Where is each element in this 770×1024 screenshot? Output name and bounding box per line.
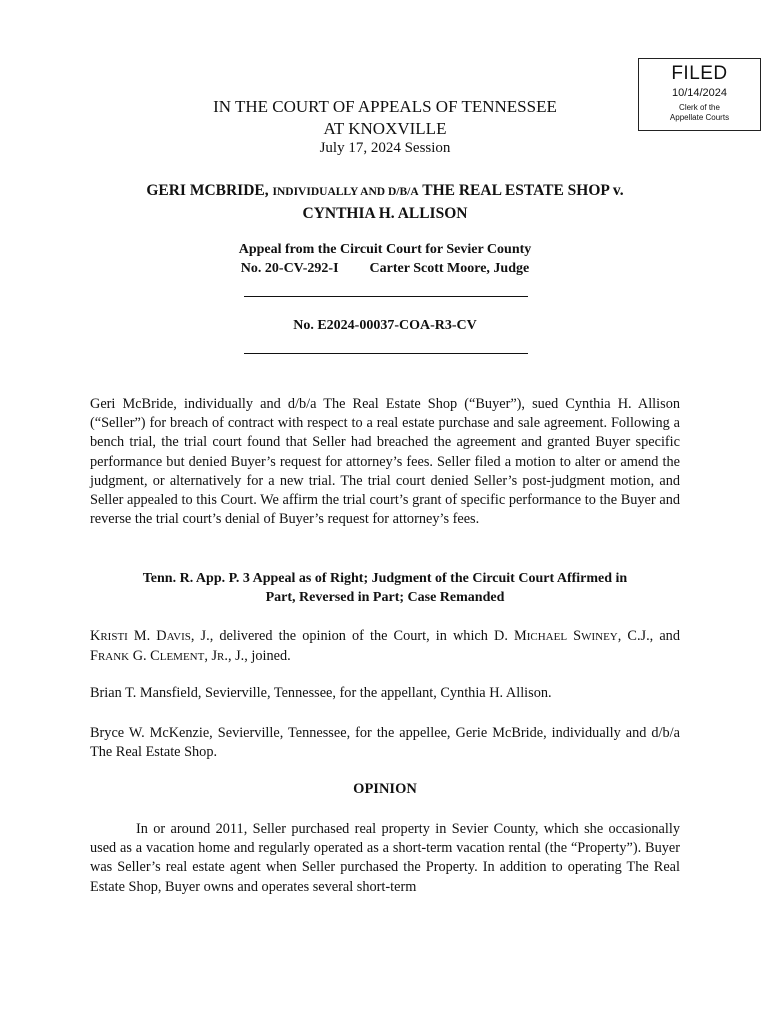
author-text: K <box>90 628 101 644</box>
plaintiff-name: GERI MCBRIDE, <box>146 182 269 199</box>
appeal-info <box>90 240 680 278</box>
counsel-appellee: Bryce W. McKenzie, Sevierville, Tennessee, for the appellee, Gerie McBride, individually and d/b/a The Real Estate Shop. <box>90 725 680 761</box>
author-text: M. D <box>127 628 167 644</box>
author-text: S <box>567 628 582 644</box>
court-location: AT KNOXVILLE <box>323 119 447 138</box>
plaintiff-capacity: INDIVIDUALLY AND D/B/A <box>272 186 419 198</box>
filed-date: 10/14/2024 <box>671 87 728 99</box>
clerk-line-2: Appellate Courts <box>669 113 730 122</box>
author-text: , C.J., and F <box>90 628 680 665</box>
court-heading <box>90 96 680 140</box>
divider-bottom <box>244 353 528 354</box>
disposition-line-2: Part, Reversed in Part; Case Remanded <box>265 590 505 605</box>
filed-label: FILED <box>671 63 728 84</box>
author-text: ICHAEL <box>526 631 568 643</box>
defendant-name: CYNTHIA H. ALLISON <box>302 205 468 222</box>
case-caption <box>90 180 680 224</box>
appeal-court: Appeal from the Circuit Court for Sevier County <box>238 242 532 257</box>
case-summary: Geri McBride, individually and d/b/a The Real Estate Shop (“Buyer”), sued Cynthia H. Allison (“Seller”) for breach of contract with respect to a real estate purchase and sale agreement. Following a bench trial, the trial court found that Seller had breached the agreement and granted Buyer specific performance but denied Buyer’s request for attorney’s fees. Seller filed a motion to alter or amend the judgment, or alternatively for a new trial. The trial court denied Seller’s post-judgment motion, and Seller appealed to this Court. We affirm the trial court’s grant of specific performance to the Buyer and reverse the trial court’s denial of Buyer’s request for attorney’s fees. <box>90 396 680 528</box>
author-text: , J., delivered the opinion of the Court, in which D. M <box>190 628 527 644</box>
counsel-appellant: Brian T. Mansfield, Sevierville, Tennessee, for the appellant, Cynthia H. Allison. <box>90 685 552 701</box>
author-text: LEMENT <box>159 651 205 664</box>
author-text: AVIS <box>166 631 191 643</box>
court-name: IN THE COURT OF APPEALS OF TENNESSEE <box>213 97 557 116</box>
author-text: WINEY <box>581 631 618 643</box>
author-text: R <box>217 651 225 664</box>
docket-number: No. E2024-00037-COA-R3-CV <box>293 318 477 333</box>
author-text: RISTI <box>100 631 128 643</box>
appeal-case-line <box>90 259 680 278</box>
clerk-line-1: Clerk of the <box>679 103 720 112</box>
authorship-line <box>90 627 680 667</box>
author-text: , J <box>204 648 218 665</box>
opinion-paragraph: In or around 2011, Seller purchased real property in Sevier County, which she occasionally used as a vacation home and regularly operated as a short-term vacation rental (the “Property”). Buyer was Seller’s real estate agent when Seller purchased the Property. In addition to operating The Real Estate Shop, Buyer owns and operates several short-term <box>90 821 680 895</box>
divider-top <box>244 296 528 297</box>
opinion-heading: OPINION <box>353 781 417 797</box>
author-text: ., J., joined. <box>224 648 291 665</box>
caption-line-1 <box>90 180 680 203</box>
disposition <box>90 569 680 607</box>
trial-case-number: No. 20-CV-292-I <box>240 261 339 276</box>
session-date: July 17, 2024 Session <box>319 140 451 156</box>
business-name: THE REAL ESTATE SHOP v. <box>422 182 624 199</box>
author-text: RANK <box>97 651 130 664</box>
trial-judge: Carter Scott Moore, Judge <box>369 261 530 276</box>
disposition-line-1: Tenn. R. App. P. 3 Appeal as of Right; Judgment of the Circuit Court Affirmed in <box>142 571 628 586</box>
author-text: G. C <box>129 648 160 665</box>
